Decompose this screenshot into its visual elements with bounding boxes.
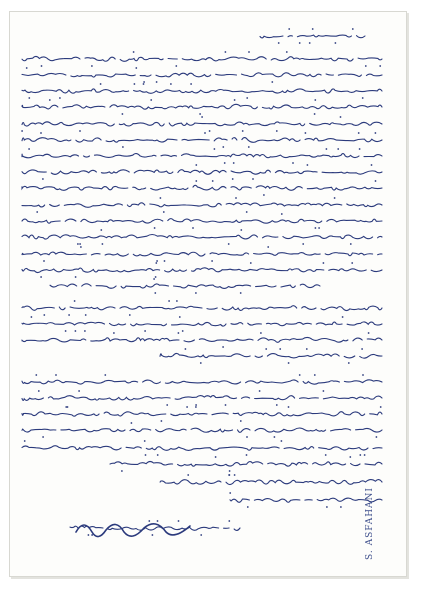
- handwriting-line: [260, 35, 365, 38]
- letter-dot: [154, 227, 156, 229]
- letter-dot: [88, 534, 90, 536]
- handwriting-line: [22, 412, 382, 416]
- letter-dot: [150, 99, 152, 101]
- letter-dot: [190, 83, 192, 85]
- letter-dot: [281, 213, 283, 215]
- letter-dot: [85, 314, 87, 316]
- letter-dot: [144, 440, 146, 442]
- transcription-line: [0, 0, 1, 1]
- transcription-line: [0, 0, 1, 1]
- letter-dot: [222, 346, 224, 348]
- letter-dot: [100, 83, 102, 85]
- letter-dot: [246, 211, 248, 213]
- transcription-line: [0, 0, 1, 1]
- letter-dot: [325, 454, 327, 456]
- transcription-line: [0, 0, 1, 1]
- letter-dot: [121, 470, 123, 472]
- handwriting-line: [22, 154, 382, 158]
- letter-dot: [349, 456, 351, 458]
- transcription-line: [0, 0, 1, 1]
- letter-dot: [276, 130, 278, 132]
- letter-dot: [157, 520, 159, 522]
- handwriting-line: [22, 396, 382, 401]
- letter-dot: [152, 534, 154, 536]
- transcription-line: [0, 0, 1, 1]
- letter-dot: [43, 260, 45, 262]
- transcription-line: [0, 0, 1, 1]
- letter-dot: [28, 148, 30, 150]
- letter-dot: [305, 132, 307, 134]
- letter-dot: [42, 436, 44, 438]
- handwriting-line: [22, 89, 382, 93]
- letter-dot: [380, 406, 382, 408]
- letter-dot: [212, 180, 214, 182]
- handwriting-line: [160, 353, 382, 358]
- letter-dot: [379, 65, 381, 67]
- letter-dot: [342, 316, 344, 318]
- letter-dot: [157, 454, 159, 456]
- transcription-line: [0, 0, 1, 1]
- letter-dot: [229, 492, 231, 494]
- letter-dot: [78, 390, 80, 392]
- handwriting-line: [50, 284, 320, 289]
- letter-dot: [77, 243, 79, 245]
- letter-dot: [179, 316, 181, 318]
- letter-dot: [228, 520, 230, 522]
- handwriting-line: [22, 337, 382, 342]
- letter-dot: [134, 83, 136, 85]
- letter-dot: [104, 374, 106, 376]
- letter-dot: [224, 162, 226, 164]
- letter-dot: [185, 348, 187, 350]
- letter-dot: [247, 506, 249, 508]
- letter-dot: [314, 113, 316, 115]
- handwriting-line: [110, 462, 382, 467]
- transcription-line: [0, 0, 1, 1]
- letter-dot: [144, 330, 146, 332]
- letter-dot: [276, 404, 278, 406]
- handwriting-lines: [10, 12, 406, 576]
- letter-dot: [362, 97, 364, 99]
- letter-dot: [40, 132, 42, 134]
- letter-dot: [359, 454, 361, 456]
- letter-dot: [315, 227, 317, 229]
- letter-dot: [168, 300, 170, 302]
- letter-dot: [318, 227, 320, 229]
- handwriting-line: [230, 498, 382, 502]
- letter-dot: [375, 132, 377, 134]
- letter-dot: [122, 113, 124, 115]
- transcription-line: [0, 0, 1, 1]
- letter-dot: [246, 454, 248, 456]
- letter-dot: [154, 292, 156, 294]
- handwriting-line: [22, 56, 382, 61]
- letter-dot: [166, 404, 168, 406]
- letter-dot: [326, 506, 328, 508]
- handwriting-line: [22, 219, 382, 224]
- letter-dot: [361, 348, 363, 350]
- letter-dot: [263, 194, 265, 196]
- letter-dot: [186, 406, 188, 408]
- letter-dot: [192, 227, 194, 229]
- letter-dot: [279, 348, 281, 350]
- letter-dot: [143, 83, 145, 85]
- letter-dot: [362, 374, 364, 376]
- letter-dot: [24, 440, 26, 442]
- handwriting-line: [22, 185, 382, 190]
- letter-dot: [80, 246, 82, 248]
- transcription-line: [0, 0, 1, 1]
- handwriting-line: [22, 203, 382, 207]
- transcription-line: [0, 0, 1, 1]
- letter-dot: [74, 300, 76, 302]
- handwriting-line: [22, 73, 382, 77]
- letter-dot: [228, 243, 230, 245]
- letter-dot: [240, 292, 242, 294]
- letter-dot: [155, 262, 157, 264]
- letter-dot: [79, 130, 81, 132]
- letter-dot: [170, 83, 172, 85]
- letter-dot: [160, 197, 162, 199]
- letter-dot: [201, 116, 203, 118]
- letter-dot: [187, 474, 189, 476]
- letter-dot: [155, 276, 157, 278]
- handwriting-line: [22, 252, 382, 256]
- letter-dot: [267, 246, 269, 248]
- letter-dot: [59, 97, 61, 99]
- letter-dot: [131, 422, 133, 424]
- letter-dot: [248, 146, 250, 148]
- letter-dot: [84, 330, 86, 332]
- letter-dot: [175, 65, 177, 67]
- letter-dot: [36, 211, 38, 213]
- letter-dot: [145, 454, 147, 456]
- letter-dot: [250, 262, 252, 264]
- letter-dot: [214, 148, 216, 150]
- handwriting-line: [70, 526, 240, 530]
- letter-dot: [21, 130, 23, 132]
- transcription-line: [0, 0, 1, 1]
- letter-dot: [65, 330, 67, 332]
- letter-dot: [288, 406, 290, 408]
- letter-dot: [259, 390, 261, 392]
- letter-dot: [225, 51, 227, 53]
- letter-dot: [26, 67, 28, 69]
- margin-signature: S. ASFAHANI: [365, 487, 375, 560]
- letter-dot: [240, 229, 242, 231]
- letter-dot: [314, 99, 316, 101]
- letter-dot: [68, 314, 70, 316]
- letter-dot: [359, 148, 361, 150]
- letter-dot: [323, 262, 325, 264]
- letter-dot: [195, 164, 197, 166]
- letter-dot: [323, 390, 325, 392]
- letter-dot: [229, 470, 231, 472]
- letter-dot: [195, 292, 197, 294]
- letter-dot: [42, 178, 44, 180]
- letter-dot: [43, 314, 45, 316]
- letter-dot: [178, 520, 180, 522]
- letter-dot: [200, 362, 202, 364]
- letter-dot: [246, 436, 248, 438]
- handwriting-line: [160, 480, 382, 485]
- letter-dot: [340, 116, 342, 118]
- letter-dot: [278, 42, 280, 44]
- letter-dot: [307, 164, 309, 166]
- letter-dot: [288, 28, 290, 30]
- letter-dot: [156, 260, 158, 262]
- letter-dot: [195, 404, 197, 406]
- handwriting-line: [22, 380, 382, 384]
- letter-dot: [211, 260, 213, 262]
- handwriting-line: [22, 428, 382, 432]
- letter-dot: [28, 97, 30, 99]
- letter-dot: [75, 276, 77, 278]
- letter-dot: [67, 406, 69, 408]
- letter-dot: [288, 362, 290, 364]
- letter-dot: [31, 316, 33, 318]
- letter-dot: [204, 132, 206, 134]
- letter-dot: [376, 436, 378, 438]
- transcription-line: [0, 0, 1, 1]
- letter-dot: [164, 260, 166, 262]
- handwriting-line: [22, 446, 382, 451]
- letter-dot: [148, 520, 150, 522]
- letter-dot: [371, 164, 373, 166]
- letter-dot: [312, 28, 314, 30]
- letter-dot: [195, 406, 197, 408]
- letter-dot: [129, 314, 131, 316]
- letter-dot: [364, 454, 366, 456]
- transcription-line: [0, 0, 1, 1]
- letter-dot: [75, 330, 77, 332]
- letter-dot: [91, 65, 93, 67]
- letter-dot: [38, 390, 40, 392]
- letter-dot: [260, 332, 262, 334]
- letter-dot: [133, 51, 135, 53]
- letter-dot: [271, 81, 273, 83]
- letter-dot: [199, 113, 201, 115]
- handwriting-line: [22, 104, 382, 109]
- handwriting-line: [22, 170, 382, 175]
- letter-dot: [365, 65, 367, 67]
- letter-dot: [215, 456, 217, 458]
- letter-dot: [235, 197, 237, 199]
- letter-dot: [286, 51, 288, 53]
- letter-dot: [281, 440, 283, 442]
- letter-dot: [340, 506, 342, 508]
- transcription-line: [0, 0, 1, 1]
- transcription-line: [0, 0, 1, 1]
- letter-dot: [314, 374, 316, 376]
- letter-dot: [274, 436, 276, 438]
- letter-dot: [176, 300, 178, 302]
- handwritten-letter-sheet: [9, 11, 407, 577]
- letter-dot: [143, 81, 145, 83]
- letter-dot: [200, 534, 202, 536]
- letter-dot: [351, 262, 353, 264]
- transcription-line: [0, 0, 1, 1]
- letter-dot: [309, 42, 311, 44]
- letter-dot: [240, 420, 242, 422]
- transcription-line: [0, 0, 1, 1]
- letter-dot: [153, 278, 155, 280]
- letter-dot: [163, 211, 165, 213]
- transcription-line: [0, 0, 1, 1]
- transcription-line: [0, 0, 1, 1]
- letter-dot: [302, 243, 304, 245]
- letter-dot: [100, 229, 102, 231]
- signature-flourish: [76, 524, 190, 537]
- handwriting-line: [22, 268, 382, 273]
- letter-dot: [209, 130, 211, 132]
- letter-dot: [248, 51, 250, 53]
- letter-dot: [334, 197, 336, 199]
- transcription-line: [0, 0, 1, 1]
- transcription-line: [0, 0, 1, 1]
- letter-dot: [79, 243, 81, 245]
- letter-dot: [299, 42, 301, 44]
- letter-dot: [35, 374, 37, 376]
- letter-dot: [40, 276, 42, 278]
- transcription-line: [0, 0, 1, 1]
- letter-dot: [350, 243, 352, 245]
- letter-dot: [299, 374, 301, 376]
- handwriting-line: [22, 122, 382, 126]
- letter-dot: [348, 362, 350, 364]
- handwriting-line: [22, 235, 382, 240]
- letter-dot: [41, 65, 43, 67]
- letter-dot: [228, 474, 230, 476]
- letter-dot: [135, 67, 137, 69]
- handwriting-line: [22, 306, 382, 311]
- letter-dot: [233, 162, 235, 164]
- letter-dot: [195, 180, 197, 182]
- letter-dot: [335, 42, 337, 44]
- letter-dot: [102, 243, 104, 245]
- letter-dot: [358, 132, 360, 134]
- letter-dot: [265, 348, 267, 350]
- transcription-line: [0, 0, 1, 1]
- letter-dot: [156, 81, 158, 83]
- letter-dot: [234, 474, 236, 476]
- letter-dot: [182, 330, 184, 332]
- letter-dot: [122, 146, 124, 148]
- letter-dot: [113, 332, 115, 334]
- transcription-line: [0, 0, 1, 1]
- transcription-line: [0, 0, 1, 1]
- letter-dot: [375, 180, 377, 182]
- letter-dot: [337, 148, 339, 150]
- letter-dot: [225, 404, 227, 406]
- letter-dot: [178, 332, 180, 334]
- letter-dot: [234, 99, 236, 101]
- letter-dot: [246, 97, 248, 99]
- letter-dot: [368, 332, 370, 334]
- transcription-line: [0, 0, 1, 1]
- letter-dot: [49, 99, 51, 101]
- letter-dot: [222, 146, 224, 148]
- letter-dot: [292, 162, 294, 164]
- transcription-line: [0, 0, 1, 1]
- letter-dot: [252, 178, 254, 180]
- letter-dot: [306, 348, 308, 350]
- letter-dot: [242, 130, 244, 132]
- letter-dot: [55, 374, 57, 376]
- letter-dot: [326, 148, 328, 150]
- handwriting-line: [22, 138, 382, 143]
- handwriting-line: [22, 322, 382, 326]
- letter-dot: [352, 28, 354, 30]
- letter-dot: [232, 178, 234, 180]
- letter-dot: [161, 420, 163, 422]
